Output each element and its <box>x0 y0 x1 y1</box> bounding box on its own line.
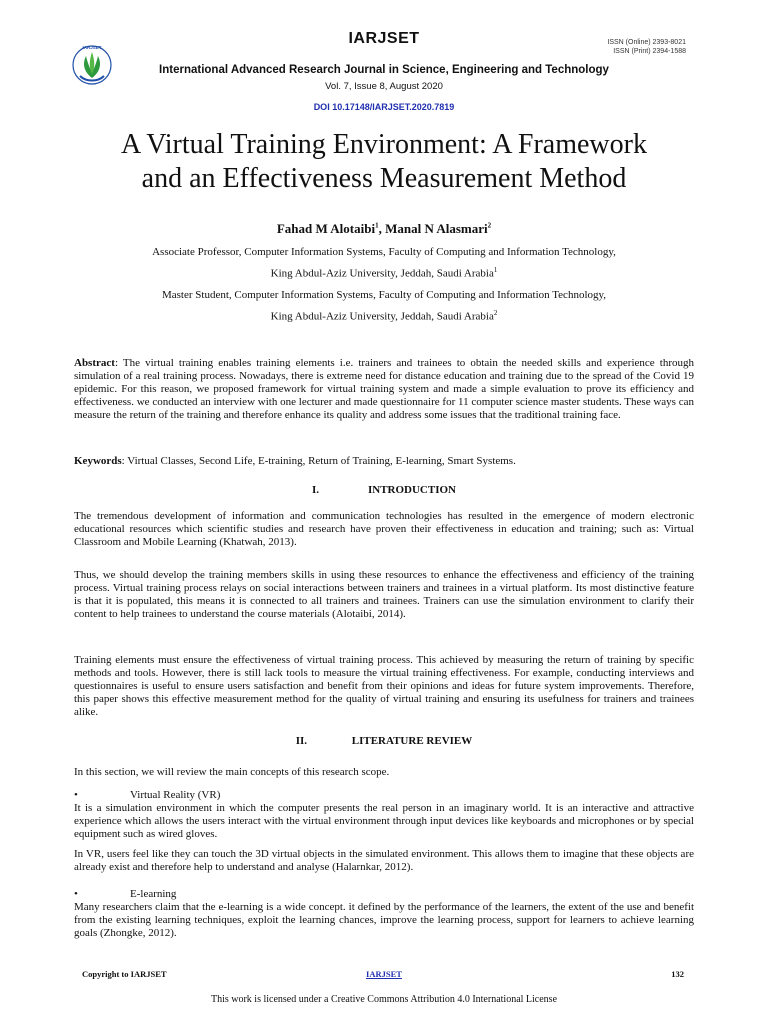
issn-print: ISSN (Print) 2394-1588 <box>613 48 686 55</box>
author-1: Fahad M Alotaibi <box>276 221 376 236</box>
keywords-text: : Virtual Classes, Second Life, E-training, Return of Training, E-learning, Smart Systems. <box>121 455 516 467</box>
literature-paragraph-1: In this section, we will review the main concepts of this research scope. <box>74 766 390 778</box>
section-heading-literature-review <box>0 735 768 747</box>
author-2-sup: 2 <box>487 221 492 230</box>
section-title: INTRODUCTION <box>367 484 456 496</box>
section-heading-introduction <box>0 484 768 496</box>
e-learning-paragraph-1: Many researchers claim that the e-learning is a wide concept. it defined by the performance of the learners, the extent of the use and benefit from the existing learning techniques, exploit the learning chances, improve the learning process, support for learners to achieve learning goals (Zhongke, 2012). <box>74 901 694 939</box>
abstract-label: Abstract <box>74 357 115 369</box>
bullet-label: E-learning <box>130 888 177 900</box>
section-number: II. <box>295 735 308 747</box>
author-1-sup: 1 <box>375 221 379 230</box>
journal-name: International Advanced Research Journal in Science, Engineering and Technology <box>159 64 609 76</box>
vr-paragraph-1: It is a simulation environment in which the computer presents the real person in an imaginary world. It is an interactive and attractive experience which allows the users interact with the virtual environment through input devices like keyboards and microphones or by special equipment such as wired gloves. <box>74 802 694 840</box>
paper-title <box>60 128 708 196</box>
intro-paragraph-2: Thus, we should develop the training members skills in using these resources to enhance the effectiveness and efficiency of the training process. Virtual training process relays on social interactions between trainers and trainees in a virtual platform. Its most distinctive feature is that it is populated, this means it is connected to all trainers and trainees. Trainers can use the simulation environment to clarify their content to help trainees to understand the course materials (Alotaibi, 2014). <box>74 569 694 620</box>
footer-copyright: Copyright to IARJSET <box>82 969 167 979</box>
affiliation-2: Master Student, Computer Information Systems, Faculty of Computing and Information Technology, <box>161 289 607 301</box>
bullet-virtual-reality <box>74 789 220 801</box>
doi-link[interactable]: DOI 10.17148/IARJSET.2020.7819 <box>313 102 455 112</box>
bullet-dot-icon: • <box>74 789 78 801</box>
affiliation-2-location: King Abdul-Aziz University, Jeddah, Saudi Arabia$^2$ <box>270 309 498 323</box>
svg-text:IARJSET: IARJSET <box>82 45 102 50</box>
issn-online: ISSN (Online) 2393-8021 <box>607 39 686 46</box>
title-line-2: and an Effectiveness Measurement Method <box>141 163 627 194</box>
title-line-1: A Virtual Training Environment: A Framework <box>121 129 647 160</box>
keywords-label: Keywords <box>74 455 122 467</box>
bullet-dot-icon: • <box>74 888 78 900</box>
footer-journal-link[interactable]: IARJSET <box>366 969 402 979</box>
license-notice: This work is licensed under a Creative Commons Attribution 4.0 International License <box>210 994 558 1005</box>
abstract <box>74 357 694 422</box>
affiliation-1: Associate Professor, Computer Information Systems, Faculty of Computing and Information Technology, <box>152 246 616 258</box>
bullet-label: Virtual Reality (VR) <box>130 789 221 801</box>
footer-page-number: 132 <box>671 969 684 979</box>
issn-block <box>607 38 686 56</box>
intro-paragraph-3: Training elements must ensure the effectiveness of virtual training process. This achieved by measuring the return of training by specific methods and tools. However, there is still lack tools to measure the virtual training effectiveness. For example, conducting interviews and questionnaires is useful to ensure users satisfaction and benefit from their opinions and ideas for future system improvements. Therefore, this paper shows this effective measurement method for the quality of virtual training and ensuring its usefulness for trainers and trainees alike. <box>74 654 694 718</box>
keywords <box>74 455 694 468</box>
bullet-e-learning <box>74 888 176 900</box>
abstract-text: : The virtual training enables training elements i.e. trainers and trainees to obtain the needed skills and experience through simulation of a real training process. Nowadays, there is extreme need for distance education and training due to the spread of the Covid 19 epidemic. For this reason, we proposed framework for virtual training system and made a simple evaluation to prove its efficiency and effectiveness. we conducted an interview with one lecturer and made questionnaire for 11 computer science master students. These ways can measure the return of the training and therefore enhance its quality and address some issues that the traditional training face. <box>74 357 694 421</box>
intro-paragraph-1: The tremendous development of information and communication technologies has resulted in the emergence of modern electronic educational resources which scientific studies and research have proven their effectiveness in education and training; such as: Virtual Classroom and Mobile Learning (Khatwah, 2013). <box>74 510 694 548</box>
section-number: I. <box>311 484 320 496</box>
affiliation-1-location: King Abdul-Aziz University, Jeddah, Saudi Arabia$^1$ <box>270 266 498 280</box>
volume-issue: Vol. 7, Issue 8, August 2020 <box>325 81 443 92</box>
author-list: Fahad M Alotaibi$^1$, Manal N Alasmari$^2$ <box>276 221 492 236</box>
journal-acronym: IARJSET <box>348 30 420 47</box>
author-2: Manal N Alasmari <box>385 221 488 236</box>
section-title: LITERATURE REVIEW <box>351 735 473 747</box>
vr-paragraph-2: In VR, users feel like they can touch the 3D virtual objects in the simulated environment. This allows them to imagine that these objects are already exist and therefore help to understand and analyse (Halarnkar, 2012). <box>74 848 694 873</box>
